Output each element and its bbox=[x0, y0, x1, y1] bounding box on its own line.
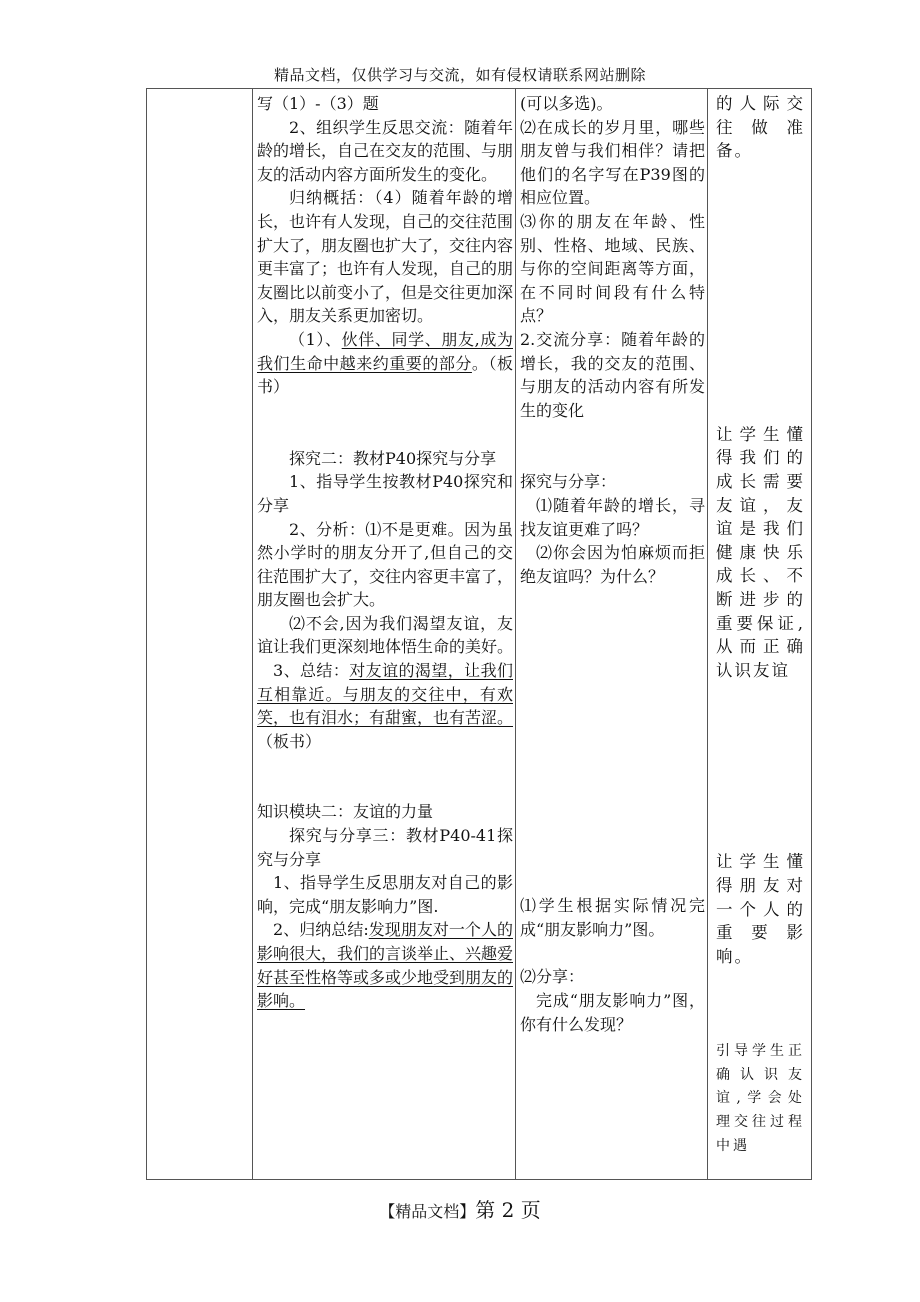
student-text-3: ⑶你的朋友在年龄、性别、性格、地域、民族、与你的空间距离等方面，在不同时间段有什么特点？ bbox=[520, 211, 705, 326]
student-text-9: ⑵分享： bbox=[520, 967, 585, 987]
footer-tag: 【精品文档】 bbox=[379, 1202, 476, 1221]
student-text-8: ⑴学生根据实际情况完成“朋友影响力”图。 bbox=[520, 896, 705, 939]
student-activity-cell bbox=[516, 89, 708, 1180]
student-text-10: 完成“朋友影响力”图，你有什么发现？ bbox=[520, 991, 705, 1034]
teacher-text-10: 知识模块二：友谊的力量 bbox=[257, 802, 434, 822]
teacher-text-13-underlined: 发现朋友对一个人的影响很大，我们的言谈举止、兴趣爱好甚至性格等或多或少地受到朋友的影响。 bbox=[257, 920, 514, 1011]
intent-text-1: 的人际交往做准备。 bbox=[716, 94, 805, 161]
intent-text-3: 让学生懂得朋友对一个人的重要影响。 bbox=[716, 852, 805, 966]
teacher-text-4-underlined: 伙伴、同学、朋友,成为我们生命中越来约重要的部分 bbox=[257, 329, 513, 373]
teacher-text-13-prefix: 2、归纳总结: bbox=[273, 920, 369, 940]
teacher-text-4-prefix: （1）、 bbox=[289, 329, 342, 349]
empty-column-cell bbox=[147, 89, 253, 1180]
teacher-text-8: ⑵不会,因为我们渴望友谊，友谊让我们更深刻地体悟生命的美好。 bbox=[257, 613, 514, 657]
teacher-text-3: 归纳概括：（4）随着年龄的增长，也许有人发现，自己的交往范围扩大了，朋友圈也扩大了，交往内容更丰富了；也许有人发现，自己的朋友圈比以前变小了，但是交往更加深入，朋友关系更加密切。 bbox=[257, 188, 514, 326]
student-text-6: ⑴随着年龄的增长，寻找友谊更难了吗？ bbox=[520, 495, 705, 539]
teacher-text-4-suffix: 。（板书） bbox=[257, 353, 513, 397]
student-text-5: 探究与分享： bbox=[520, 472, 617, 492]
page-footer bbox=[0, 1194, 920, 1223]
intent-text-4: 引导学生正确认识友谊,学会处理交往过程中遇 bbox=[716, 1043, 805, 1154]
page-number: 第 2 页 bbox=[475, 1198, 541, 1222]
teacher-text-2: 2、组织学生反思交流：随着年龄的增长，自己在交友的范围、与朋友的活动内容方面所发生的变化。 bbox=[257, 117, 514, 184]
teacher-text-4 bbox=[257, 328, 513, 399]
teacher-text-9 bbox=[257, 659, 513, 753]
teacher-text-9-underlined: 对友谊的渴望，让我们互相靠近。与朋友的交往中，有欢笑，也有泪水；有甜蜜，也有苦涩。 bbox=[257, 661, 514, 728]
teacher-text-1: 写（1）-（3）题 bbox=[257, 94, 379, 113]
teacher-text-7: 2、分析：⑴不是更难。因为虽然小学时的朋友分开了,但自己的交往范围扩大了，交往内容更丰富了，朋友圈也会扩大。 bbox=[257, 519, 514, 610]
teacher-text-5: 探究二：教材P40探究与分享 bbox=[289, 448, 497, 468]
teacher-text-6: 1、指导学生按教材P40探究和分享 bbox=[257, 472, 513, 515]
student-text-7: ⑵你会因为怕麻烦而拒绝友谊吗？为什么？ bbox=[520, 543, 705, 586]
teacher-text-13 bbox=[257, 918, 513, 1012]
student-text-2: ⑵在成长的岁月里，哪些朋友曾与我们相伴？请把他们的名字写在P39图的相应位置。 bbox=[520, 117, 705, 208]
page-header: 精品文档，仅供学习与交流，如有侵权请联系网站删除 bbox=[273, 66, 646, 84]
teacher-activity-cell bbox=[253, 89, 516, 1180]
teacher-text-9-suffix: （板书） bbox=[257, 731, 322, 751]
teacher-text-11: 探究与分享三：教材P40-41探究与分享 bbox=[257, 826, 513, 869]
student-text-4: 2.交流分享：随着年龄的增长，我的交友的范围、与朋友的活动内容有所发生的变化 bbox=[520, 329, 705, 420]
student-text-1: (可以多选)。 bbox=[520, 94, 613, 113]
design-intent-cell bbox=[708, 89, 812, 1180]
lesson-plan-table bbox=[146, 88, 812, 1180]
teacher-text-9-prefix: 3、总结： bbox=[273, 661, 350, 681]
intent-text-2: 让学生懂得我们的成长需要友谊，友谊是我们健康快乐成长、不断进步的重要保证,从而正确认识友谊 bbox=[716, 424, 805, 680]
teacher-text-12: 1、指导学生反思朋友对自己的影响，完成“朋友影响力”图. bbox=[257, 873, 513, 916]
